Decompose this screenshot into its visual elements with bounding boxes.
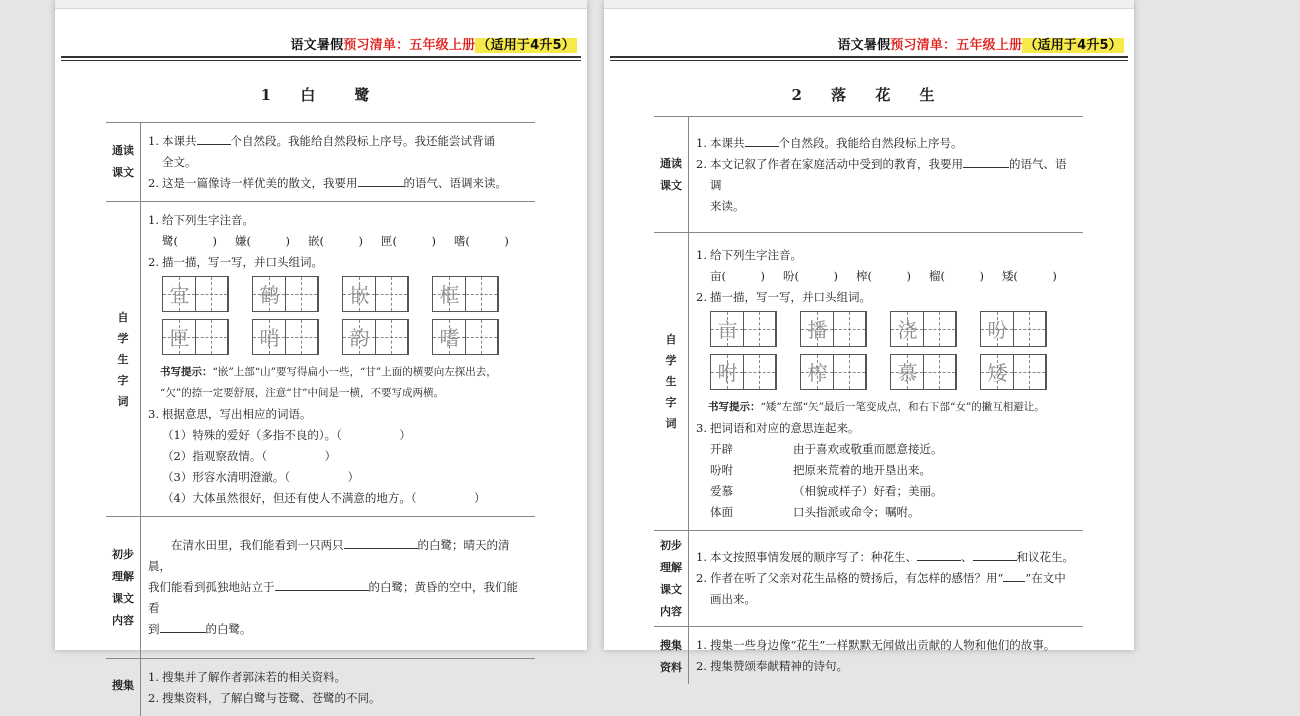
item-text: 搜集资料，了解白鹭与苍鹭、苍鹭的不同。 [162, 691, 381, 705]
char-grid-row [696, 354, 1077, 390]
label-line: 内容 [112, 613, 134, 627]
list-item [696, 133, 1077, 154]
trace-char: 框 [439, 282, 460, 307]
list-item [148, 688, 529, 709]
label-char: 学 [117, 331, 129, 345]
char-box[interactable] [252, 276, 319, 312]
right-page [604, 0, 1134, 674]
section-collect [654, 627, 1083, 684]
label-line: 资料 [660, 661, 682, 674]
label-line: 课文 [112, 166, 134, 179]
label-char: 字 [117, 373, 129, 387]
pinyin-blank[interactable]: 嗜( ) [453, 234, 509, 248]
fill-blank[interactable] [963, 154, 1009, 168]
pinyin-blank[interactable]: 矮( ) [1001, 269, 1057, 283]
list-item [148, 131, 529, 173]
fill-blank[interactable] [160, 619, 206, 633]
item-number: 1. [148, 213, 159, 227]
list-item [696, 568, 1077, 610]
tip-text: “矮”左部“矢”最后一笔变成点，和右下部“女”的撇互相避让。 [760, 401, 1045, 413]
char-box[interactable] [162, 276, 229, 312]
item-number: 2. [696, 659, 707, 673]
match-meaning[interactable]: 口头指派或命令；嘱咐。 [793, 505, 920, 519]
section-content [141, 123, 535, 201]
pinyin-row [696, 266, 1077, 287]
trace-char: 浇 [897, 317, 918, 342]
trace-char: 矮 [987, 360, 1008, 385]
item-text: ”在文中 [1025, 571, 1066, 585]
section-content [689, 117, 1083, 232]
list-item [148, 210, 529, 231]
fill-blank[interactable] [917, 547, 961, 561]
para-text: 的白鹭。 [205, 622, 252, 636]
fill-blank[interactable] [745, 133, 779, 147]
char-box[interactable] [162, 319, 229, 355]
section-label [106, 202, 141, 516]
lesson-title: 1 白 鹭 [260, 86, 382, 104]
header-rule-thin [610, 60, 1128, 61]
char-box[interactable] [342, 319, 409, 355]
section-read-text [106, 123, 535, 202]
item-number: 1. [148, 134, 159, 148]
item-number: 3. [696, 421, 707, 435]
page-header [290, 34, 577, 53]
item-text: 搜集并了解作者郭沫若的相关资料。 [162, 670, 346, 684]
item-number: 2. [696, 157, 707, 171]
match-row [696, 481, 1077, 502]
header-part-2: 预习清单：五年级上册 [890, 38, 1023, 53]
page-top-edge [604, 0, 1134, 9]
list-item [696, 154, 1077, 217]
writing-tip [148, 362, 529, 404]
para-text: 的白鹭；黄昏的空中，我们能看 [148, 580, 518, 615]
item-text: 本文记叙了作者在家庭活动中受到的教育，我要用 [710, 157, 963, 171]
pinyin-blank[interactable]: 吩( ) [782, 269, 838, 283]
list-item [148, 173, 529, 194]
para-text: 到 [148, 622, 160, 636]
fill-blank[interactable] [197, 131, 231, 145]
section-understand [654, 531, 1083, 627]
tip-label: 书写提示： [708, 401, 761, 413]
char-box[interactable] [800, 354, 867, 390]
lesson-table [106, 122, 535, 716]
char-box[interactable] [252, 319, 319, 355]
pinyin-row [148, 231, 529, 252]
match-row [696, 439, 1077, 460]
item-text: 和议花生。 [1016, 550, 1074, 564]
section-content [689, 627, 1083, 684]
item-text: 这是一篇像诗一样优美的散文，我要用 [162, 176, 358, 190]
header-rule-thick [61, 56, 581, 58]
list-item [696, 245, 1077, 266]
item-number: 2. [148, 691, 159, 705]
section-label [654, 233, 689, 530]
trace-char: 嵌 [349, 282, 370, 307]
pinyin-blank[interactable]: 亩( ) [710, 269, 765, 283]
item-text: 给下列生字注音。 [710, 248, 802, 262]
page-top-edge [55, 0, 587, 9]
header-part-1: 语文暑假 [837, 38, 891, 53]
trace-char: 慕 [897, 360, 918, 385]
fill-blank[interactable] [358, 173, 404, 187]
fill-blank[interactable] [344, 535, 418, 549]
header-part-2: 预习清单：五年级上册 [343, 38, 476, 53]
item-text: 把词语和对应的意思连起来。 [710, 421, 860, 435]
label-line: 搜集 [112, 679, 134, 692]
label-line: 内容 [660, 604, 682, 618]
char-box[interactable] [710, 354, 777, 390]
trace-char: 榨 [807, 360, 828, 385]
section-self-study [106, 202, 535, 517]
tip-text: “欠”的捺一定要舒展，注意“甘”中间是一横，不要写成两横。 [160, 387, 444, 399]
item-text: 个自然段。我能给自然段标上序号。我还能尝试背诵 [230, 134, 495, 148]
left-page [55, 0, 587, 705]
label-line: 通读 [112, 144, 134, 157]
item-number: 1. [696, 136, 707, 150]
char-box[interactable] [980, 311, 1047, 347]
fill-blank[interactable] [275, 577, 369, 591]
lesson-table [654, 116, 1083, 684]
lesson-title: 2 落 花 生 [791, 86, 947, 104]
header-part-3: （适用于4升5） [477, 38, 575, 53]
section-content [141, 202, 535, 516]
item-text: 、 [961, 550, 973, 564]
item-number: 1. [696, 248, 707, 262]
char-box[interactable] [800, 311, 867, 347]
writing-tip [696, 397, 1077, 418]
match-row [696, 460, 1077, 481]
item-text: 给下列生字注音。 [162, 213, 254, 227]
label-line: 初步 [660, 538, 682, 552]
char-box[interactable] [342, 276, 409, 312]
para-text: 的白鹭；晴天的清晨， [148, 538, 510, 573]
page-header [837, 34, 1124, 53]
item-text: 来读。 [710, 199, 745, 213]
item-text: 的语气、语调来读。 [403, 176, 507, 190]
item-text: 的语气、语调 [710, 157, 1067, 192]
label-char: 词 [665, 417, 677, 430]
section-label [106, 659, 141, 716]
item-number: 2. [696, 290, 707, 304]
char-box[interactable] [710, 311, 777, 347]
pinyin-blank[interactable]: 榴( ) [928, 269, 984, 283]
label-line: 通读 [660, 156, 682, 170]
label-line: 理解 [112, 569, 134, 583]
pinyin-blank[interactable]: 匣( ) [380, 234, 436, 248]
label-char: 自 [665, 333, 677, 346]
item-number: 2. [696, 571, 707, 585]
char-box[interactable] [980, 354, 1047, 390]
char-grid-row [148, 276, 529, 312]
trace-char: 韵 [349, 325, 370, 350]
char-grid-row [696, 311, 1077, 347]
match-meaning[interactable]: 由于喜欢或敬重而愿意接近。 [793, 442, 943, 456]
list-item [696, 287, 1077, 308]
match-word[interactable]: 体面 [710, 505, 733, 519]
label-line: 课文 [112, 591, 134, 605]
item-number: 1. [148, 670, 159, 684]
item-text: 个自然段。我能给自然段标上序号。 [778, 136, 963, 150]
match-meaning[interactable]: 把原来荒着的地开垦出来。 [793, 463, 931, 477]
item-text: 全文。 [162, 155, 197, 169]
section-content [141, 659, 535, 716]
fill-paragraph [148, 619, 529, 640]
pinyin-blank[interactable]: 鹭( ) [162, 234, 217, 248]
label-line: 初步 [112, 547, 134, 561]
item-number: 2. [148, 255, 159, 269]
section-content [689, 531, 1083, 626]
item-text: 搜集赞颂奉献精神的诗句。 [710, 659, 848, 673]
label-char: 生 [117, 352, 129, 366]
trace-char: 嗜 [439, 325, 460, 350]
section-content [141, 517, 535, 658]
item-number: 1. [696, 550, 707, 564]
list-item [148, 252, 529, 273]
match-row [696, 502, 1077, 523]
fill-blank[interactable] [1003, 568, 1025, 582]
header-part-1: 语文暑假 [290, 38, 344, 53]
section-understand [106, 517, 535, 659]
fill-blank[interactable] [973, 547, 1017, 561]
item-text: 描一描，写一写，并口头组词。 [710, 290, 871, 304]
item-number: 1. [696, 638, 707, 652]
tip-text: “嵌”上部“山”要写得扁小一些，“甘”上面的横要向左探出去， [212, 366, 497, 378]
label-char: 字 [665, 396, 677, 409]
pinyin-blank[interactable]: 榨( ) [855, 269, 911, 283]
label-line: 课文 [660, 178, 682, 192]
char-box[interactable] [890, 354, 957, 390]
section-label [106, 517, 141, 658]
section-collect [106, 659, 535, 716]
char-box[interactable] [890, 311, 957, 347]
list-item [696, 635, 1077, 656]
label-char: 自 [117, 310, 129, 324]
para-text: 我们能看到孤独地站立于 [148, 580, 275, 594]
item-number: 2. [148, 176, 159, 190]
label-line: 课文 [660, 582, 682, 596]
section-content [689, 233, 1083, 530]
fill-paragraph [148, 577, 529, 619]
trace-char: 鹤 [259, 282, 280, 307]
sub-question: （3）形容水清明澄澈。（ ） [162, 470, 360, 484]
list-item [148, 404, 529, 425]
item-text: 搜集一些身边像“花生”一样默默无闻做出贡献的人物和他们的故事。 [710, 638, 1056, 652]
list-item [148, 667, 529, 688]
section-label [106, 123, 141, 201]
sub-question: （2）指观察敌情。（ ） [162, 449, 337, 463]
label-line: 搜集 [660, 639, 682, 652]
item-text: 根据意思，写出相应的词语。 [162, 407, 312, 421]
item-text: 画出来。 [710, 592, 756, 606]
list-item [696, 656, 1077, 677]
item-number: 3. [148, 407, 159, 421]
trace-char: 吩 [987, 317, 1008, 342]
item-text: 本文按照事情发展的顺序写了：种花生、 [710, 550, 917, 564]
trace-char: 宜 [169, 282, 190, 307]
section-label [654, 117, 689, 232]
item-text: 本课共 [162, 134, 197, 148]
char-grid-row [148, 319, 529, 355]
fill-paragraph [148, 535, 529, 577]
char-box[interactable] [432, 276, 499, 312]
section-label [654, 627, 689, 684]
tip-label: 书写提示： [160, 366, 213, 378]
item-text: 本课共 [710, 136, 745, 150]
match-word[interactable]: 吩咐 [710, 463, 733, 477]
label-char: 生 [665, 375, 677, 388]
section-read-text [654, 117, 1083, 233]
match-word[interactable]: 爱慕 [710, 484, 733, 498]
match-word[interactable]: 开辟 [710, 442, 733, 456]
trace-char: 匣 [169, 325, 190, 350]
label-char: 学 [665, 354, 677, 367]
label-char: 词 [117, 394, 129, 408]
trace-char: 哨 [259, 325, 280, 350]
header-rule-thick [610, 56, 1128, 58]
section-self-study [654, 233, 1083, 531]
trace-char: 播 [807, 317, 828, 342]
item-text: 描一描，写一写，并口头组词。 [162, 255, 323, 269]
sub-question: （1）特殊的爱好（多指不良的）。（ ） [162, 428, 411, 442]
header-rule-thin [61, 60, 581, 61]
sub-question: （4）大体虽然很好，但还有使人不满意的地方。（ ） [162, 491, 486, 505]
char-box[interactable] [432, 319, 499, 355]
pinyin-blank[interactable]: 嫌( ) [234, 234, 290, 248]
match-meaning[interactable]: （相貌或样子）好看；美丽。 [793, 484, 943, 498]
section-label [654, 531, 689, 626]
list-item [696, 547, 1077, 568]
list-item [696, 418, 1077, 439]
trace-char: 咐 [717, 360, 738, 385]
label-line: 理解 [660, 560, 682, 574]
para-text: 在清水田里，我们能看到一只两只 [171, 538, 344, 552]
pinyin-blank[interactable]: 嵌( ) [307, 234, 363, 248]
header-part-3: （适用于4升5） [1024, 38, 1122, 53]
item-text: 作者在听了父亲对花生品格的赞扬后，有怎样的感悟？用“ [710, 571, 1004, 585]
trace-char: 亩 [717, 317, 738, 342]
